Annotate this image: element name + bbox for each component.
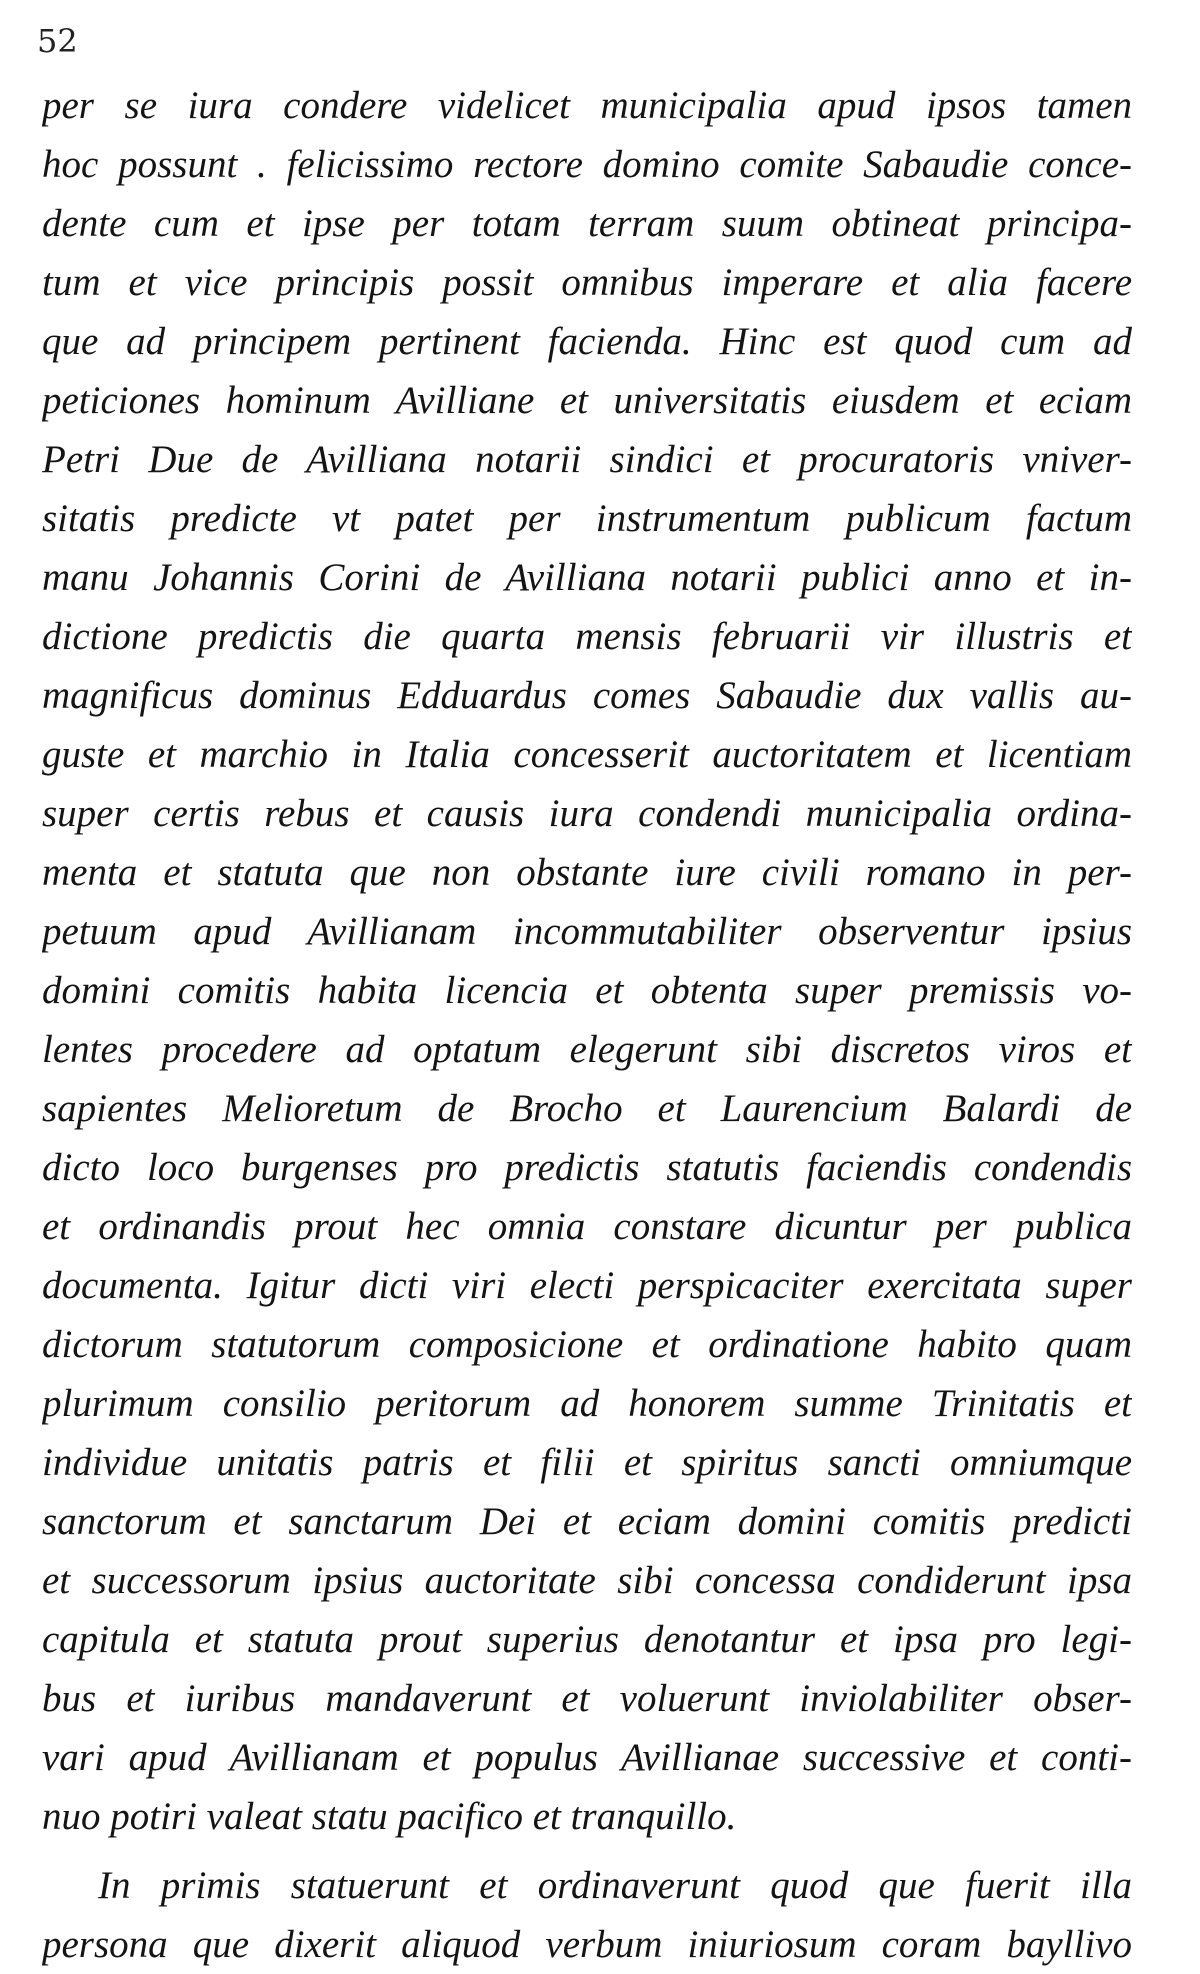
text-line: persona que dixerit aliquod verbum iniuriosum coram bayllivo [42,1923,1132,1966]
text-line: individue unitatis patris et filii et spiritus sancti omniumque [42,1441,1132,1484]
text-line: guste et marchio in Italia concesserit auctoritatem et licentiam [42,733,1132,776]
text-line: petuum apud Avillianam incommutabiliter observentur ipsius [42,910,1132,953]
paragraph [42,76,1132,1846]
text-line: nuo potiri valeat statu pacifico et tranquillo. [42,1795,737,1838]
page-number: 52 [37,22,78,60]
text-line: sapientes Melioretum de Brocho et Laurencium Balardi de [42,1087,1132,1130]
text-line: que ad principem pertinent facienda. Hinc est quod cum ad [42,320,1132,363]
text-line: bus et iuribus mandaverunt et voluerunt inviolabiliter obser- [42,1677,1132,1720]
paragraph [42,1856,1132,1974]
text-line: super certis rebus et causis iura condendi municipalia ordina- [42,792,1132,835]
text-line: et ordinandis prout hec omnia constare dicuntur per publica [42,1205,1132,1248]
text-line: Petri Due de Avilliana notarii sindici et procuratoris vniver- [42,438,1132,481]
text-line: sitatis predicte vt patet per instrumentum publicum factum [42,497,1132,540]
text-line: per se iura condere videlicet municipalia apud ipsos tamen [42,84,1132,127]
text-line: menta et statuta que non obstante iure civili romano in per- [42,851,1132,894]
text-line: manu Johannis Corini de Avilliana notarii publici anno et in- [42,556,1132,599]
text-line: dictorum statutorum composicione et ordinatione habito quam [42,1323,1132,1366]
text-line: dicto loco burgenses pro predictis statutis faciendis condendis [42,1146,1132,1189]
text-line: dente cum et ipse per totam terram suum obtineat principa- [42,202,1132,245]
text-line: In primis statuerunt et ordinaverunt quod que fuerit illa [98,1864,1132,1907]
text-line: tum et vice principis possit omnibus imperare et alia facere [42,261,1132,304]
text-line: domini comitis habita licencia et obtenta super premissis vo- [42,969,1132,1012]
text-line: plurimum consilio peritorum ad honorem summe Trinitatis et [42,1382,1132,1425]
text-line: vari apud Avillianam et populus Avillianae successive et conti- [42,1736,1132,1779]
text-line: documenta. Igitur dicti viri electi perspicaciter exercitata super [42,1264,1132,1307]
paragraph-gap [42,1846,1132,1856]
text-line: magnificus dominus Edduardus comes Sabaudie dux vallis au- [42,674,1132,717]
body-text [42,76,1132,1974]
text-line: peticiones hominum Avilliane et universitatis eiusdem et eciam [42,379,1132,422]
text-line: sanctorum et sanctarum Dei et eciam domini comitis predicti [42,1500,1132,1543]
text-line: dictione predictis die quarta mensis februarii vir illustris et [42,615,1132,658]
text-line: hoc possunt . felicissimo rectore domino comite Sabaudie conce- [42,143,1132,186]
text-line: lentes procedere ad optatum elegerunt sibi discretos viros et [42,1028,1132,1071]
text-line: capitula et statuta prout superius denotantur et ipsa pro legi- [42,1618,1132,1661]
text-line: et successorum ipsius auctoritate sibi concessa condiderunt ipsa [42,1559,1132,1602]
